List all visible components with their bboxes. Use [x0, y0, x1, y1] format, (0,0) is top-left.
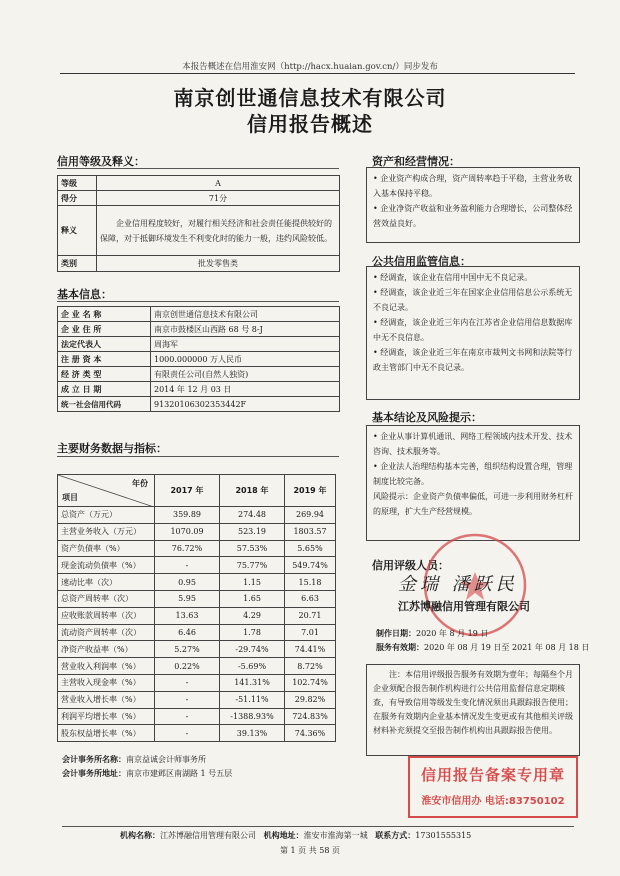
finance-divider: [57, 456, 339, 457]
make-date-line: [376, 628, 488, 639]
table-row: [58, 624, 336, 641]
list-item: • 企业从事计算机通讯、网络工程领域内技术开发、技术咨询、技术服务等。: [373, 432, 573, 456]
finance-cell: 4.29: [220, 607, 285, 624]
finance-year-2019: 2019 年: [285, 475, 336, 507]
assets-item-text: 企业净资产收益和业务盈利能力合理增长，公司整体经营效益良好。: [373, 204, 573, 228]
table-row: [58, 641, 336, 658]
basic-label-founded: 成 立 日 期: [58, 382, 151, 397]
finance-cell: 724.83%: [285, 708, 336, 725]
finance-cell: 7.01: [285, 624, 336, 641]
public-item-text: 经调查，该企业近三年内在江苏省企业信用信息数据库中无不良信息。: [373, 318, 573, 342]
finance-cell: 76.72%: [155, 540, 220, 557]
conclusion-section-title: 基本结论及风险提示：: [372, 411, 482, 424]
table-row: [58, 540, 336, 557]
finance-item: 总资产（万元）: [58, 507, 155, 524]
accounting-firm-label: 会计事务所名称：: [62, 755, 126, 764]
report-title: 信用报告概述: [247, 112, 373, 136]
table-row: [58, 507, 336, 524]
rating-category: 批发零售类: [97, 256, 340, 272]
assets-box: [366, 167, 580, 243]
basic-info-table: [57, 306, 340, 412]
risk-note: 风险提示：企业资产负债率偏低，可进一步利用财务杠杆的原理，扩大生产经营规模。: [373, 492, 573, 516]
validity-line: [376, 642, 589, 653]
footer-tel: 17301555315: [415, 831, 472, 840]
finance-cell: -: [155, 557, 220, 574]
conclusion-item-text: 企业法人治理结构基本完善，组织结构设置合理，管理制度比较完备。: [373, 462, 573, 486]
finance-cell: 1.65: [220, 590, 285, 607]
validity-period: 2020 年 08 月 19 日至 2021 年 08 月 18 日: [424, 643, 590, 652]
footer-org-label: 机构名称：: [120, 831, 160, 840]
finance-cell: 5.27%: [155, 641, 220, 658]
finance-cell: 57.53%: [220, 540, 285, 557]
rating-label-grade: 等级: [58, 176, 97, 191]
finance-cell: 0.95: [155, 574, 220, 591]
finance-cell: -51.11%: [220, 691, 285, 708]
public-section-title: 公共信用监管信息：: [372, 255, 471, 268]
list-item: • 企业资产构成合理，资产周转率趋于平稳，主营业务收入基本保持平稳。: [373, 174, 573, 198]
finance-head-item: 项目: [62, 493, 78, 502]
public-box: [366, 266, 580, 400]
table-row: [58, 574, 336, 591]
raters-section-title: 信用评级人员：: [372, 559, 449, 572]
finance-cell: -5.69%: [220, 658, 285, 675]
validity-note: 注：本信用评级报告服务有效期为壹年；每隔叁个月企业须配合报告制作机构进行公共信用监督信息定期核查，有导致信用等级发生变化情况须出具跟踪报告使用；在服务有效期内企业基本情况发生变更或有其他相关评级材料补充须提交至报告制作机构出具跟踪报告使用。: [373, 670, 573, 735]
finance-year-2017: 2017 年: [155, 475, 220, 507]
public-item-text: 经调查，该企业在信用中国中无不良记录。: [380, 273, 533, 282]
page-number: 第 1 页 共 58 页: [280, 846, 340, 855]
rating-meaning: 企业信用程度较好，对履行相关经济和社会责任能提供较好的保障，对于抵御环境发生不利变化时的能力一般，违约风险较低。: [97, 206, 340, 256]
finance-item: 应收账款周转率（次）: [58, 607, 155, 624]
finance-item: 股东权益增长率（%）: [58, 725, 155, 742]
table-row: [58, 708, 336, 725]
finance-cell: 523.19: [220, 523, 285, 540]
finance-cell: -: [155, 725, 220, 742]
basic-label-type: 经 济 类 型: [58, 367, 151, 382]
accounting-addr-label: 会计事务所地址：: [62, 769, 126, 778]
footer-tel-label: 联系方式：: [375, 831, 416, 840]
public-item-text: 经调查，该企业近三年在国家企业信用信息公示系统无不良记录。: [373, 288, 573, 312]
rater-signature: 金瑞 潘跃民: [398, 574, 518, 595]
finance-cell: 1.15: [220, 574, 285, 591]
finance-cell: 549.74%: [285, 557, 336, 574]
finance-cell: 6.46: [155, 624, 220, 641]
finance-item: 主营收入现金率（%）: [58, 674, 155, 691]
rating-label-meaning: 释义: [58, 206, 97, 256]
basic-label-legal-rep: 法定代表人: [58, 337, 151, 352]
assets-section-title: 资产和经营情况：: [372, 155, 460, 168]
footer-addr: 淮安市淮海第一城: [303, 831, 368, 840]
finance-cell: -: [155, 674, 220, 691]
filing-stamp-sub: 淮安市信用办 电话:83750102: [421, 796, 565, 807]
finance-item: 营业收入增长率（%）: [58, 691, 155, 708]
table-row: [58, 523, 336, 540]
finance-section-title: 主要财务数据与指标：: [57, 442, 167, 455]
list-item: • 经调查，该企业近三年在国家企业信用信息公示系统无不良记录。: [373, 288, 573, 312]
conclusion-box: [366, 425, 580, 541]
table-row: [58, 590, 336, 607]
rating-section-title: 信用等级及释义：: [57, 155, 145, 168]
basic-legal-rep: 周海军: [151, 337, 340, 352]
validity-label: 服务有效期：: [376, 643, 424, 652]
finance-item: 主营业务收入（万元）: [58, 523, 155, 540]
basic-divider: [57, 301, 339, 302]
footer-divider: [62, 826, 574, 827]
finance-item: 流动资产周转率（次）: [58, 624, 155, 641]
rating-table: [57, 175, 340, 272]
finance-cell: 39.13%: [220, 725, 285, 742]
finance-year-2018: 2018 年: [220, 475, 285, 507]
finance-item: 现金流动负债率（%）: [58, 557, 155, 574]
accounting-firm-line: [62, 754, 206, 765]
finance-item: 总资产周转率（次）: [58, 590, 155, 607]
finance-cell: 6.63: [285, 590, 336, 607]
finance-cell: 29.82%: [285, 691, 336, 708]
finance-cell: -: [155, 691, 220, 708]
basic-section-title: 基本信息：: [57, 288, 112, 301]
accounting-firm-name: 南京益诚会计师事务所: [126, 755, 206, 764]
rating-label-score: 得分: [58, 191, 97, 206]
basic-company-name: 南京创世通信息技术有限公司: [151, 307, 340, 322]
footer-addr-label: 机构地址：: [263, 831, 304, 840]
finance-cell: 141.31%: [220, 674, 285, 691]
finance-item: 利润平均增长率（%）: [58, 708, 155, 725]
finance-item: 净资产收益率（%）: [58, 641, 155, 658]
basic-label-credit-code: 统一社会信用代码: [58, 397, 151, 412]
basic-label-capital: 注 册 资 本: [58, 352, 151, 367]
rater-company: 江苏博融信用管理有限公司: [398, 600, 530, 613]
list-item: • 经调查，该企业近三年内在江苏省企业信用信息数据库中无不良信息。: [373, 318, 573, 342]
filing-stamp: [408, 756, 578, 818]
rating-grade: A: [97, 176, 340, 191]
rating-score: 71分: [97, 191, 340, 206]
conclusion-item-text: 企业从事计算机通讯、网络工程领域内技术开发、技术咨询、技术服务等。: [373, 432, 573, 456]
finance-cell: -29.74%: [220, 641, 285, 658]
table-row: [58, 607, 336, 624]
finance-cell: 74.36%: [285, 725, 336, 742]
finance-item: 营业收入利润率（%）: [58, 658, 155, 675]
finance-cell: -: [155, 708, 220, 725]
basic-capital: 1000.000000 万人民币: [151, 352, 340, 367]
rating-label-category: 类别: [58, 256, 97, 272]
basic-type: 有限责任公司(自然人独资): [151, 367, 340, 382]
finance-cell: 5.65%: [285, 540, 336, 557]
company-title: 南京创世通信息技术有限公司: [173, 86, 447, 110]
finance-cell: 15.18: [285, 574, 336, 591]
accounting-addr: 南京市建邺区南湖路 1 号五层: [126, 769, 233, 778]
basic-credit-code: 91320106302353442F: [151, 397, 340, 412]
finance-cell: 8.72%: [285, 658, 336, 675]
finance-cell: 1.78: [220, 624, 285, 641]
basic-label-name: 企 业 名 称: [58, 307, 151, 322]
list-item: • 经调查，该企业在信用中国中无不良记录。: [373, 273, 533, 282]
finance-cell: 1803.57: [285, 523, 336, 540]
footer-info: [120, 830, 471, 841]
finance-cell: 75.77%: [220, 557, 285, 574]
list-item: • 企业法人治理结构基本完善，组织结构设置合理，管理制度比较完备。: [373, 462, 573, 486]
finance-corner-cell: [58, 475, 155, 507]
list-item: • 企业净资产收益和业务盈利能力合理增长，公司整体经营效益良好。: [373, 204, 573, 228]
filing-stamp-title: 信用报告备案专用章: [420, 766, 565, 784]
finance-cell: 269.94: [285, 507, 336, 524]
finance-cell: 5.95: [155, 590, 220, 607]
finance-cell: 274.48: [220, 507, 285, 524]
table-row: [58, 725, 336, 742]
public-item-text: 经调查，该企业近三年在南京市裁判文书网和法院等行政主管部门中无不良记录。: [373, 348, 573, 372]
finance-head-year: 年份: [132, 479, 148, 488]
footer-org: 江苏博融信用管理有限公司: [160, 831, 256, 840]
finance-table: [57, 474, 336, 742]
header-note: 本报告概述在信用淮安网（http://hacx.huaian.gov.cn/）同步发布: [182, 62, 438, 72]
finance-cell: -1388.93%: [220, 708, 285, 725]
finance-item: 速动比率（次）: [58, 574, 155, 591]
finance-cell: 20.71: [285, 607, 336, 624]
basic-address: 南京市鼓楼区山西路 68 号 8-J: [151, 322, 340, 337]
rating-divider: [57, 168, 339, 169]
make-date: 2020 年 8 月 19 日: [416, 629, 489, 638]
finance-item: 资产负债率（%）: [58, 540, 155, 557]
list-item: • 经调查，该企业近三年在南京市裁判文书网和法院等行政主管部门中无不良记录。: [373, 348, 573, 372]
table-row: [58, 658, 336, 675]
assets-item-text: 企业资产构成合理，资产周转率趋于平稳，主营业务收入基本保持平稳。: [373, 174, 573, 198]
accounting-addr-line: [62, 768, 232, 779]
finance-cell: 102.74%: [285, 674, 336, 691]
make-date-label: 制作日期：: [376, 629, 416, 638]
finance-cell: 13.63: [155, 607, 220, 624]
finance-cell: 74.41%: [285, 641, 336, 658]
finance-cell: 0.22%: [155, 658, 220, 675]
basic-founded: 2014 年 12 月 03 日: [151, 382, 340, 397]
table-row: [58, 691, 336, 708]
table-row: [58, 557, 336, 574]
finance-cell: 359.89: [155, 507, 220, 524]
finance-cell: 1070.09: [155, 523, 220, 540]
basic-label-address: 企 业 住 所: [58, 322, 151, 337]
validity-note-box: [366, 664, 580, 756]
header-divider: [60, 73, 575, 74]
table-row: [58, 674, 336, 691]
